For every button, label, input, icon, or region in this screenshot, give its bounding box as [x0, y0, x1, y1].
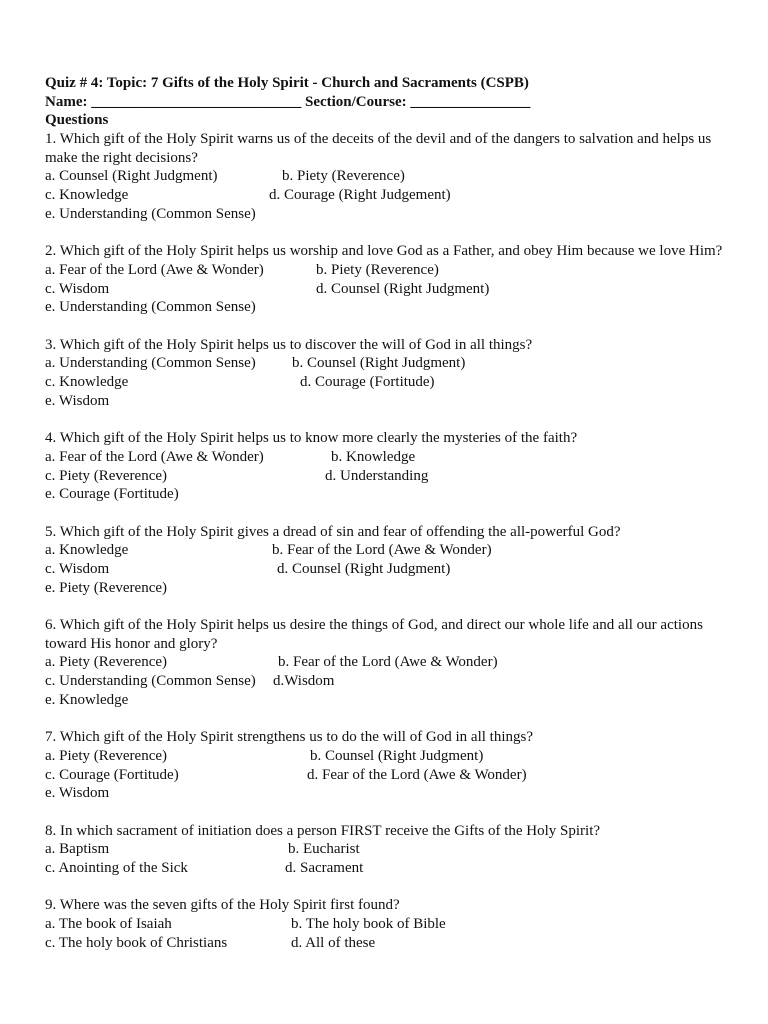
question-text: 9. Where was the seven gifts of the Holy Spirit first found?: [45, 897, 400, 914]
option-a: a. The book of Isaiah: [45, 916, 172, 933]
option-b: b. Counsel (Right Judgment): [292, 355, 466, 372]
option-row: [45, 840, 735, 859]
option-d: d.Wisdom: [273, 673, 335, 690]
option-a: a. Fear of the Lord (Awe & Wonder): [45, 448, 264, 465]
option-row: [45, 280, 735, 299]
option-row: [45, 672, 735, 691]
option-row: [45, 560, 735, 579]
question-text: 6. Which gift of the Holy Spirit helps us desire the things of God, and direct our whole life and all our actions toward His honor and glory?: [45, 617, 703, 652]
option-row: [45, 747, 735, 766]
option-row: [45, 354, 735, 373]
option-a: a. Piety (Reverence): [45, 747, 168, 764]
question-3: [45, 336, 735, 411]
option-c: c. Courage (Fortitude): [45, 766, 179, 783]
question-text: 5. Which gift of the Holy Spirit gives a dread of sin and fear of offending the all-powerful God?: [45, 523, 621, 540]
option-c: c. Piety (Reverence): [45, 467, 168, 484]
option-c: c. Wisdom: [45, 280, 110, 297]
option-d: d. Courage (Right Judgement): [269, 187, 451, 204]
option-d: d. Counsel (Right Judgment): [277, 560, 451, 577]
option-row: [45, 186, 735, 205]
question-7: [45, 728, 735, 803]
option-b: b. Fear of the Lord (Awe & Wonder): [278, 654, 498, 671]
option-c: c. Knowledge: [45, 374, 129, 391]
option-a: a. Baptism: [45, 841, 110, 858]
option-d: d. All of these: [291, 934, 376, 951]
option-b: b. Piety (Reverence): [282, 168, 405, 185]
option-a: a. Knowledge: [45, 542, 129, 559]
question-text: 8. In which sacrament of initiation does a person FIRST receive the Gifts of the Holy Spirit?: [45, 822, 601, 839]
option-b: b. Piety (Reverence): [316, 261, 439, 278]
question-4: [45, 429, 735, 504]
option-row: [45, 859, 735, 878]
option-a: a. Counsel (Right Judgment): [45, 168, 218, 185]
question-1: [45, 130, 735, 223]
option-d: d. Fear of the Lord (Awe & Wonder): [307, 766, 527, 783]
option-a: a. Fear of the Lord (Awe & Wonder): [45, 261, 264, 278]
option-a: a. Understanding (Common Sense): [45, 355, 256, 372]
option-a: a. Piety (Reverence): [45, 654, 168, 671]
option-row: [45, 467, 735, 486]
option-c: c. Knowledge: [45, 187, 129, 204]
option-b: b. Counsel (Right Judgment): [310, 747, 484, 764]
question-6: [45, 616, 735, 709]
option-b: b. Knowledge: [331, 448, 416, 465]
question-5: [45, 523, 735, 598]
option-row: [45, 448, 735, 467]
option-row: [45, 261, 735, 280]
quiz-page: [45, 74, 735, 971]
questions-heading: Questions: [45, 112, 109, 129]
option-c: c. Anointing of the Sick: [45, 860, 188, 877]
option-c: c. The holy book of Christians: [45, 934, 228, 951]
question-text: 7. Which gift of the Holy Spirit strengthens us to do the will of God in all things?: [45, 729, 534, 746]
option-row: [45, 373, 735, 392]
option-c: c. Understanding (Common Sense): [45, 673, 256, 690]
question-9: [45, 896, 735, 952]
option-row: [45, 541, 735, 560]
option-d: d. Sacrament: [285, 860, 364, 877]
question-text: 4. Which gift of the Holy Spirit helps us to know more clearly the mysteries of the faith?: [45, 430, 578, 447]
question-2: [45, 242, 735, 317]
question-8: [45, 822, 735, 878]
option-e: e. Understanding (Common Sense): [45, 205, 256, 222]
question-text: 2. Which gift of the Holy Spirit helps us worship and love God as a Father, and obey Him because we love Him?: [45, 243, 723, 260]
option-e: e. Piety (Reverence): [45, 579, 168, 596]
option-row: [45, 653, 735, 672]
name-section-line: Name: ____________________________ Section/Course: ________________: [45, 93, 531, 110]
option-b: b. The holy book of Bible: [291, 916, 446, 933]
option-c: c. Wisdom: [45, 560, 110, 577]
question-text: 1. Which gift of the Holy Spirit warns us of the deceits of the devil and of the dangers to salvation and helps us make the right decisions?: [45, 131, 712, 166]
option-b: b. Fear of the Lord (Awe & Wonder): [272, 542, 492, 559]
option-row: [45, 915, 735, 934]
option-row: [45, 934, 735, 953]
option-e: e. Wisdom: [45, 392, 110, 409]
question-text: 3. Which gift of the Holy Spirit helps us to discover the will of God in all things?: [45, 336, 533, 353]
option-e: e. Knowledge: [45, 691, 129, 708]
option-e: e. Courage (Fortitude): [45, 486, 179, 503]
option-e: e. Understanding (Common Sense): [45, 299, 256, 316]
option-row: [45, 167, 735, 186]
option-d: d. Understanding: [325, 467, 429, 484]
option-d: d. Courage (Fortitude): [300, 374, 435, 391]
quiz-title: Quiz # 4: Topic: 7 Gifts of the Holy Spirit - Church and Sacraments (CSPB): [45, 75, 529, 91]
option-b: b. Eucharist: [288, 841, 360, 858]
option-d: d. Counsel (Right Judgment): [316, 280, 490, 297]
option-e: e. Wisdom: [45, 785, 110, 802]
option-row: [45, 766, 735, 785]
